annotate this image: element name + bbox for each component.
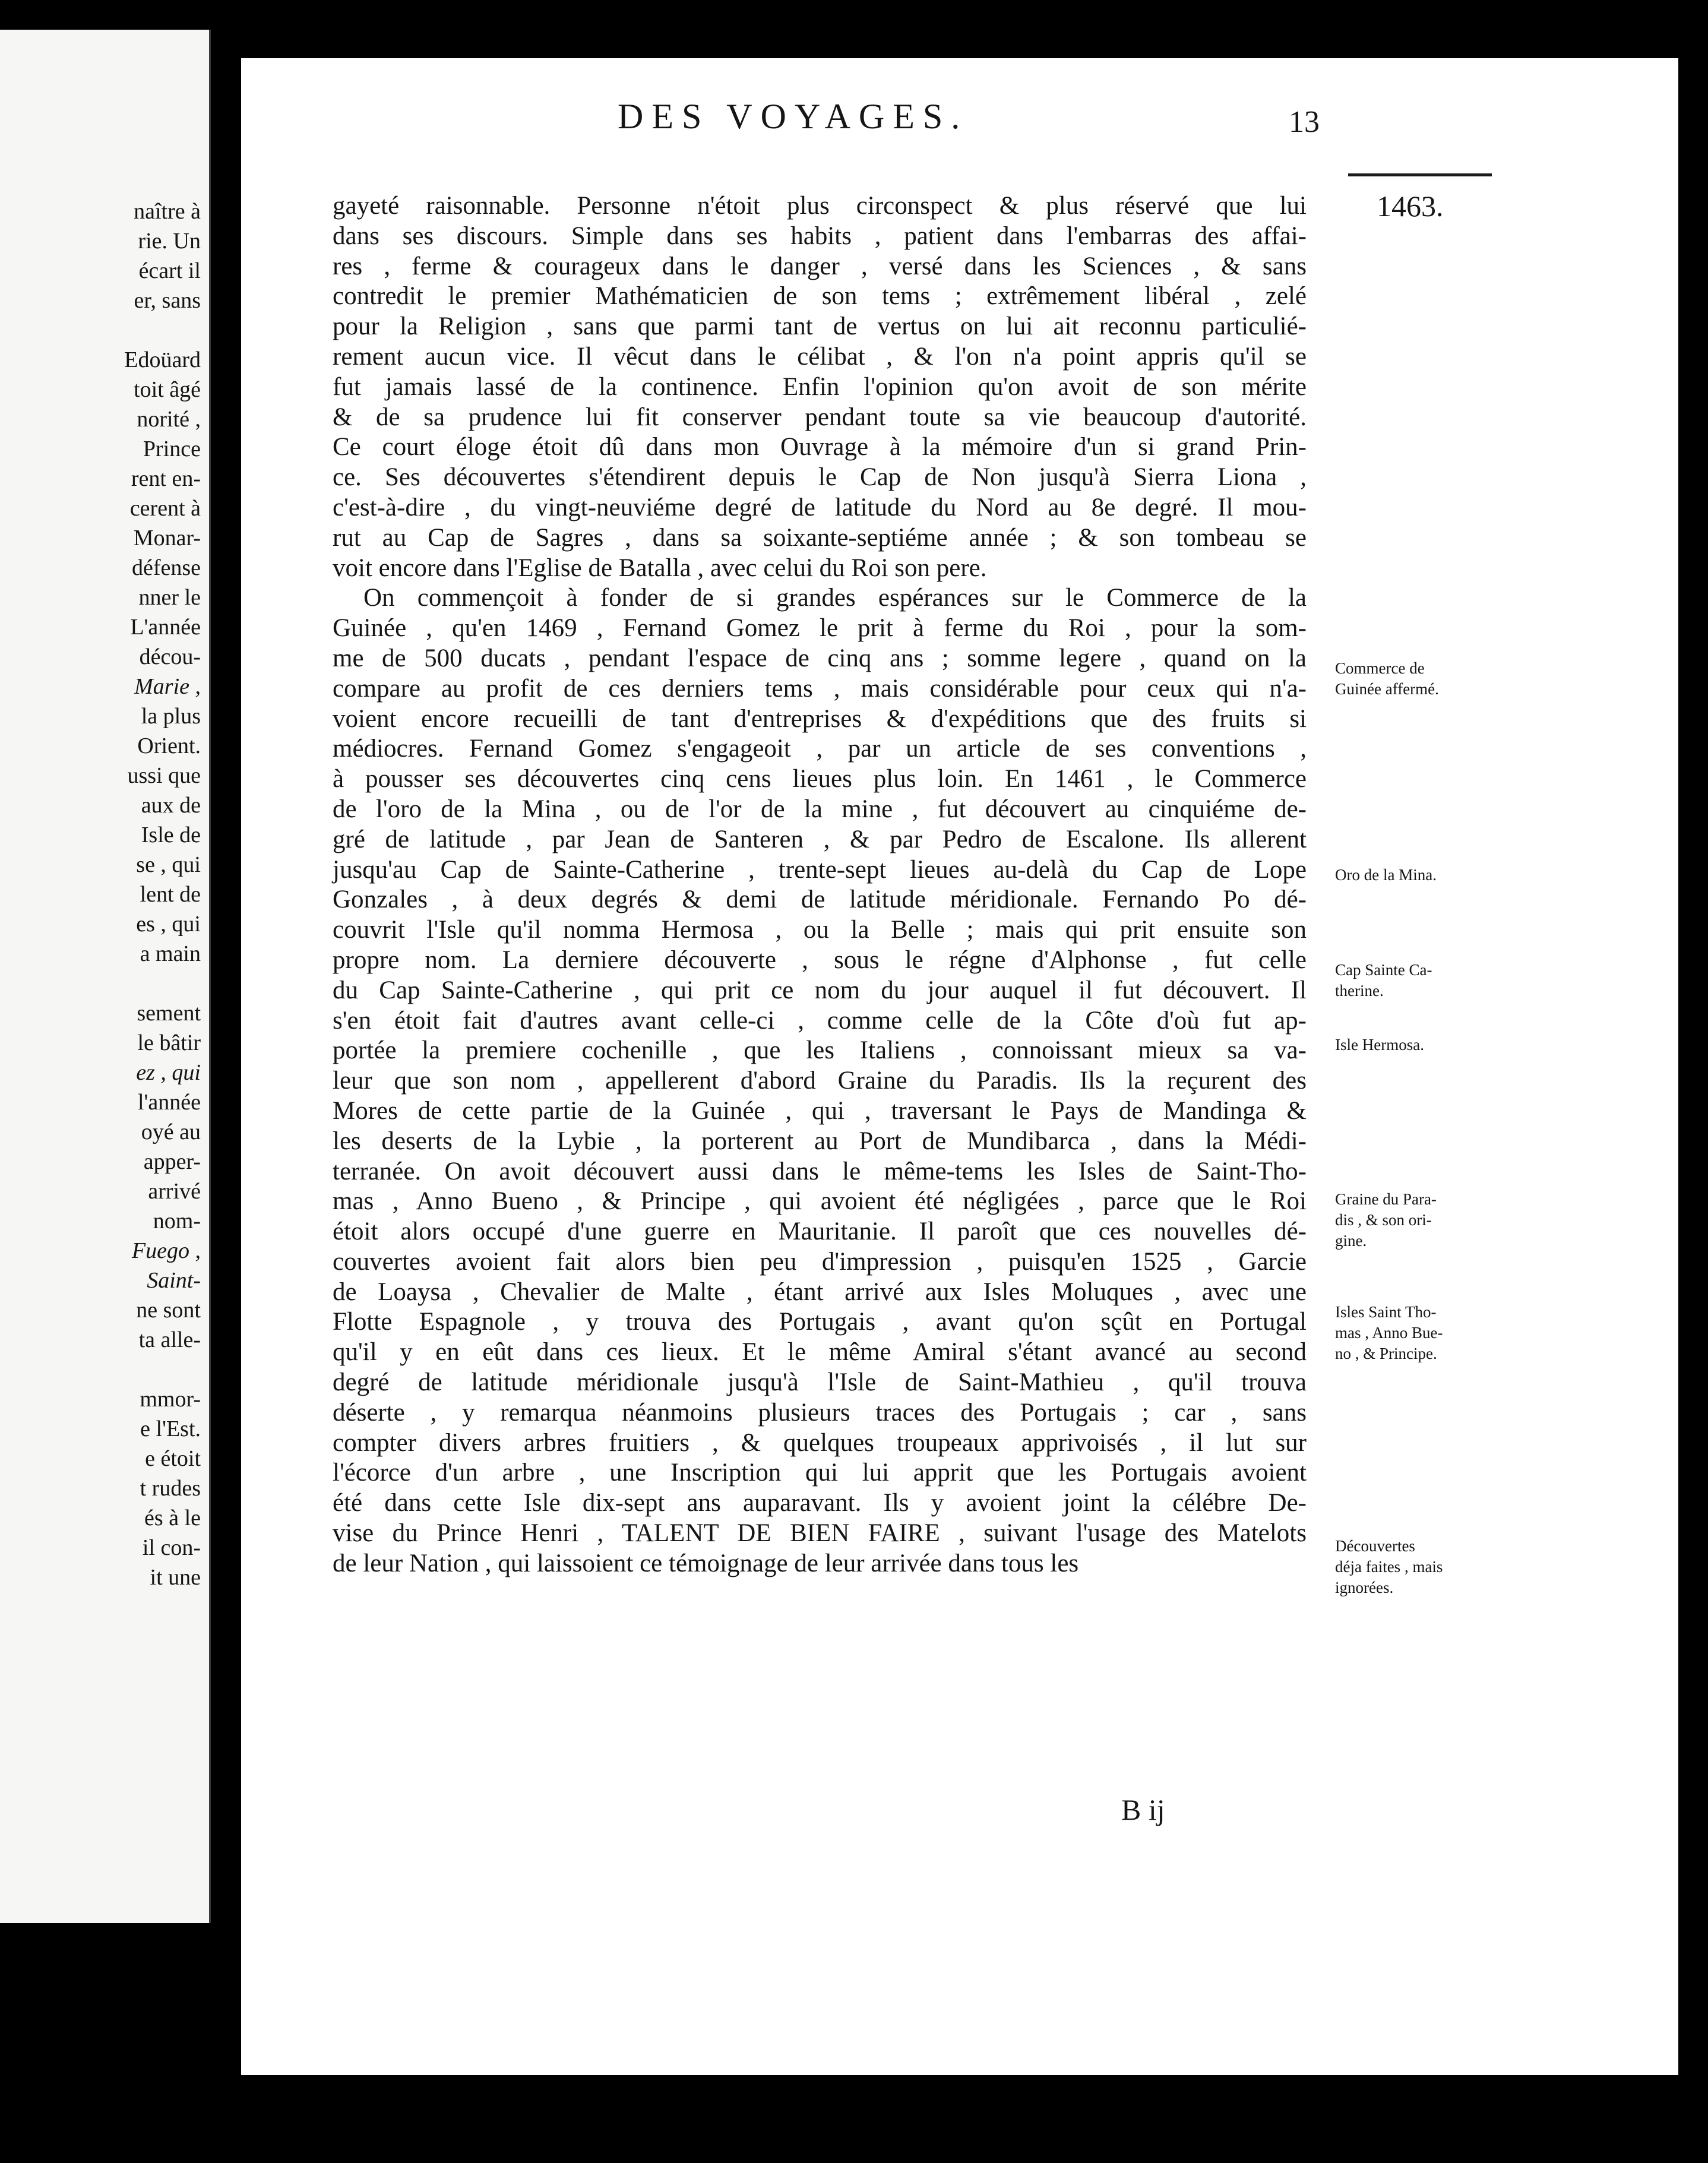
facing-page-line: L'année [130,615,201,640]
facing-page-line: le bâtir [137,1030,201,1055]
text-line: les deserts de la Lybie , la porterent au Port de Mundibarca , dans la Médi- [333,1127,1307,1155]
facing-page-fragment [0,30,211,1923]
facing-page-line: écart il [138,258,201,283]
text-line: du Cap Sainte-Catherine , qui prit ce nom du jour auquel il fut découvert. Il [333,976,1307,1004]
text-line: me de 500 ducats , pendant l'espace de cinq ans ; somme legere , quand on la [333,644,1307,672]
facing-page-line: es , qui [136,912,201,937]
text-line: mas , Anno Bueno , & Principe , qui avoient été négligées , parce que le Roi [333,1187,1307,1216]
text-line: qu'il y en eût dans ces lieux. Et le même Amiral s'étant avancé au second [333,1338,1307,1367]
text-line: voient encore recueilli de tant d'entreprises & d'expéditions que des fruits si [333,704,1307,733]
text-line: c'est-à-dire , du vingt-neuviéme degré de latitude du Nord au 8e degré. Il mou- [333,493,1307,521]
facing-page-line: it une [150,1565,201,1590]
text-line: couvrit l'Isle qu'il nomma Hermosa , ou la Belle ; mais qui prit ensuite son [333,916,1307,944]
facing-page-line: Fuego , [131,1238,201,1263]
facing-page-line: t rudes [140,1476,201,1501]
facing-page-line: toit âgé [134,377,201,402]
signature-mark: B ij [1121,1793,1165,1826]
facing-page-line: naître à [134,199,201,224]
facing-page-line: oyé au [141,1120,201,1144]
text-line: déserte , y remarqua néanmoins plusieurs traces des Portugais ; car , sans [333,1398,1307,1427]
text-line: s'en étoit fait d'autres avant celle-ci , comme celle de la Côte d'où fut ap- [333,1006,1307,1035]
text-line: Mores de cette partie de la Guinée , qui , traversant le Pays de Mandinga & [333,1096,1307,1125]
sidenote-graine-paradis: Graine du Para- dis , & son ori- gine. [1335,1190,1437,1250]
main-text [333,191,1307,1579]
margin-rule [1348,173,1492,176]
facing-page-line: arrivé [148,1179,201,1204]
text-line: compare au profit de ces derniers tems , mais considérable pour ceux qui n'a- [333,674,1307,703]
facing-page-line: il con- [142,1535,201,1560]
text-line: Ce court éloge étoit dû dans mon Ouvrage à la mémoire d'un si grand Prin- [333,433,1307,461]
text-line: res , ferme & courageux dans le danger , versé dans les Sciences , & sans [333,252,1307,280]
text-line: de l'oro de la Mina , ou de l'or de la mine , fut découvert au cinquiéme de- [333,795,1307,823]
text-line: fut jamais lassé de la continence. Enfin l'opinion qu'on avoit de son mérite [333,372,1307,401]
sidenote-cap-sainte-catherine: Cap Sainte Ca- therine. [1335,961,1432,1000]
facing-page-line: cerent à [129,496,201,521]
text-line: Flotte Espagnole , y trouva des Portugais , avant qu'on sçût en Portugal [333,1308,1307,1336]
facing-page-line: Saint- [147,1268,201,1293]
facing-page-line: nom- [153,1209,201,1234]
sidenote-decouvertes: Découvertes déja faites , mais ignorées. [1335,1537,1443,1596]
text-line: pour la Religion , sans que parmi tant de vertus on lui ait reconnu particulié- [333,312,1307,341]
text-line: rement aucun vice. Il vêcut dans le célibat , & l'on n'a point appris qu'il se [333,342,1307,371]
text-line: leur que son nom , appellerent d'abord Graine du Paradis. Ils la reçurent des [333,1067,1307,1095]
page-number: 13 [1289,105,1320,139]
text-line: Gonzales , à deux degrés & demi de latitude méridionale. Fernando Po dé- [333,886,1307,914]
facing-page-line: lent de [140,882,201,907]
text-line: compter divers arbres fruitiers , & quelques troupeaux apprivoisés , il lut sur [333,1428,1307,1457]
text-line: dans ses discours. Simple dans ses habits , patient dans l'embarras des affai- [333,222,1307,250]
facing-page-line: nner le [138,585,201,610]
facing-page-line: rie. Un [138,229,201,254]
facing-page-line: sement [137,1001,201,1026]
text-line: voit encore dans l'Eglise de Batalla , avec celui du Roi son pere. [333,554,987,582]
text-line: l'écorce d'un arbre , une Inscription qui lui apprit que les Portugais avoient [333,1459,1307,1487]
text-line: rut au Cap de Sagres , dans sa soixante-septiéme année ; & son tombeau se [333,523,1307,552]
running-head: DES VOYAGES. [618,97,969,136]
facing-page-line: ez , qui [136,1060,201,1085]
text-line: couvertes avoient fait alors bien peu d'impression , puisqu'en 1525 , Garcie [333,1247,1307,1276]
sidenote-isle-hermosa: Isle Hermosa. [1335,1036,1424,1054]
facing-page-line: la plus [141,704,201,729]
facing-page-line: ne sont [136,1298,201,1323]
margin-year: 1463. [1377,189,1444,223]
text-line: portée la premiere cochenille , que les Italiens , connoissant mieux sa va- [333,1036,1307,1065]
text-line: de leur Nation , qui laissoient ce témoignage de leur arrivée dans tous les [333,1549,1079,1577]
sidenote-oro-mina: Oro de la Mina. [1335,866,1437,884]
facing-page-line: rent en- [131,466,201,491]
facing-page-line: Monar- [133,526,201,551]
text-line: On commençoit à fonder de si grandes espérances sur le Commerce de la [363,584,1307,612]
facing-page-line: Marie , [134,674,201,699]
facing-page-line: ussi que [127,763,201,788]
text-line: gayeté raisonnable. Personne n'étoit plus circonspect & plus réservé que lui [333,192,1307,220]
text-line: médiocres. Fernand Gomez s'engageoit , par un article de ses conventions , [333,735,1307,763]
text-line: été dans cette Isle dix-sept ans auparavant. Ils y avoient joint la célébre De- [333,1489,1307,1517]
text-line: Guinée , qu'en 1469 , Fernand Gomez le prit à ferme du Roi , pour la som- [333,614,1307,643]
facing-page-line: e l'Est. [140,1416,201,1441]
sidenote-isles-saint-thomas: Isles Saint Tho- mas , Anno Bue- no , & Principe. [1335,1303,1443,1362]
text-line: degré de latitude méridionale jusqu'à l'Isle de Saint-Mathieu , qu'il trouva [333,1368,1307,1397]
facing-page-line: apper- [143,1149,201,1174]
text-line: terranée. On avoit découvert aussi dans le même-tems les Isles de Saint-Tho- [333,1157,1307,1185]
facing-page-line: Isle de [141,823,201,848]
facing-page-line: Prince [143,437,201,461]
facing-page-line: ta alle- [138,1327,201,1352]
text-line: jusqu'au Cap de Sainte-Catherine , trente-sept lieues au-delà du Cap de Lope [333,855,1307,884]
text-line: de Loaysa , Chevalier de Malte , étant arrivé aux Isles Moluques , avec une [333,1277,1307,1306]
facing-page-line: norité , [137,407,201,432]
text-line: à pousser ses découvertes cinq cens lieues plus loin. En 1461 , le Commerce [333,765,1307,793]
facing-page-line: és à le [144,1506,201,1530]
facing-page-line: a main [140,941,201,966]
facing-page-line: aux de [141,793,201,818]
sidenote-commerce-guinee: Commerce de Guinée affermé. [1335,659,1439,698]
text-line: vise du Prince Henri , TALENT DE BIEN FAIRE , suivant l'usage des Matelots [333,1519,1307,1548]
facing-page-line: e étoit [145,1446,201,1471]
facing-page-line: Edoüard [124,347,201,372]
text-line: propre nom. La derniere découverte , sous le régne d'Alphonse , fut celle [333,945,1307,974]
facing-page-line: défense [131,555,201,580]
facing-page-line: er, sans [134,288,201,313]
text-line: contredit le premier Mathématicien de son tems ; extrêmement libéral , zelé [333,282,1307,311]
text-line: ce. Ses découvertes s'étendirent depuis le Cap de Non jusqu'à Sierra Liona , [333,463,1307,492]
text-line: & de sa prudence lui fit conserver pendant toute sa vie beaucoup d'autorité. [333,403,1307,431]
facing-page-line: l'année [137,1090,201,1115]
facing-page-line: décou- [139,644,201,669]
facing-page-line: Orient. [137,733,201,758]
facing-page-line: mmor- [140,1387,201,1412]
text-line: étoit alors occupé d'une guerre en Mauritanie. Il paroît que ces nouvelles dé- [333,1218,1307,1246]
text-line: gré de latitude , par Jean de Santeren , & par Pedro de Escalone. Ils allerent [333,825,1307,853]
facing-page-line: se , qui [136,852,201,877]
